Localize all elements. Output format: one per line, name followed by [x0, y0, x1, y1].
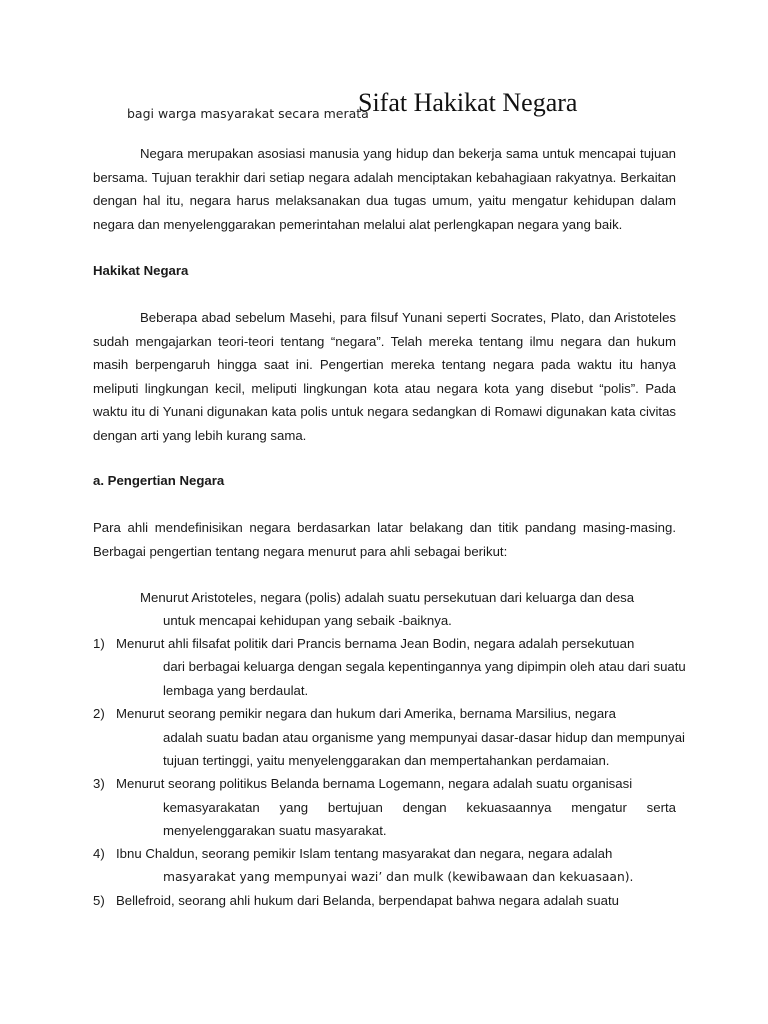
list-item-number: 4)	[93, 846, 105, 861]
list-item-continuation: menyelenggarakan suatu masyarakat.	[163, 823, 387, 838]
list-item-continuation: lembaga yang berdaulat.	[163, 683, 309, 698]
page-title: Sifat Hakikat Negara	[358, 88, 578, 117]
list-item-first-line: Ibnu Chaldun, seorang pemikir Islam tentang masyarakat dan negara, negara adalah	[116, 846, 613, 861]
list-item-first-line: Menurut seorang politikus Belanda bernama Logemann, negara adalah suatu organisasi	[116, 776, 633, 791]
list-item-number: 1)	[93, 636, 105, 651]
list-item-continuation: tujuan tertinggi, yaitu menyelenggarakan dan mempertahankan perdamaian.	[163, 753, 610, 768]
list-item-number: 3)	[93, 776, 105, 791]
header-subtitle: bagi warga masyarakat secara merata	[127, 106, 369, 121]
list-item-continuation: adalah suatu badan atau organisme yang mempunyai dasar-dasar hidup dan mempunyai	[163, 730, 685, 745]
aristoteles-line-1: Menurut Aristoteles, negara (polis) adalah suatu persekutuan dari keluarga dan desa	[140, 590, 635, 605]
list-item-number: 5)	[93, 893, 105, 908]
pengertian-intro: Para ahli mendefinisikan negara berdasarkan latar belakang dan titik pandang masing-masing. Berbagai pengertian tentang negara menurut para ahli sebagai berikut:	[93, 520, 676, 559]
list-item-first-line: Menurut seorang pemikir negara dan hukum dari Amerika, bernama Marsilius, negara	[116, 706, 616, 721]
list-item-first-line: Bellefroid, seorang ahli hukum dari Belanda, berpendapat bahwa negara adalah suatu	[116, 893, 619, 908]
section-heading-hakikat: Hakikat Negara	[93, 263, 189, 278]
list-item-continuation: masyarakat yang mempunyai wazi’ dan mulk (kewibawaan dan kekuasaan).	[163, 870, 634, 884]
list-item-continuation: kemasyarakatan yang bertujuan dengan kekuasaannya mengatur serta	[163, 800, 676, 815]
list-item-number: 2)	[93, 706, 105, 721]
list-item-continuation: dari berbagai keluarga dengan segala kepentingannya yang dipimpin oleh atau dari suatu	[163, 659, 686, 674]
list-item-first-line: Menurut ahli filsafat politik dari Prancis bernama Jean Bodin, negara adalah persekutuan	[116, 636, 635, 651]
intro-paragraph: Negara merupakan asosiasi manusia yang hidup dan bekerja sama untuk mencapai tujuan bersama. Tujuan terakhir dari setiap negara adalah menciptakan kebahagiaan rakyatnya. Berkaitan dengan hal itu, negara harus melaksanakan dua tugas umum, yaitu mengatur kehidupan dalam negara dan menyelenggarakan pemerintahan melalui alat perlengkapan negara yang baik.	[93, 146, 676, 232]
aristoteles-line-2: untuk mencapai kehidupan yang sebaik -baiknya.	[163, 613, 452, 628]
section-heading-pengertian: a. Pengertian Negara	[93, 473, 225, 488]
hakikat-paragraph: Beberapa abad sebelum Masehi, para filsuf Yunani seperti Socrates, Plato, dan Aristoteles sudah mengajarkan teori-teori tentang “negara”. Telah mereka tentang ilmu negara dan hukum masih berpengaruh hingga saat ini. Pengertian mereka tentang negara pada waktu itu hanya meliputi lingkungan kecil, meliputi lingkungan kota atau negara kota yang disebut “polis”. Pada waktu itu di Yunani digunakan kata polis untuk negara sedangkan di Romawi digunakan kata civitas dengan arti yang lebih kurang sama.	[93, 310, 676, 443]
